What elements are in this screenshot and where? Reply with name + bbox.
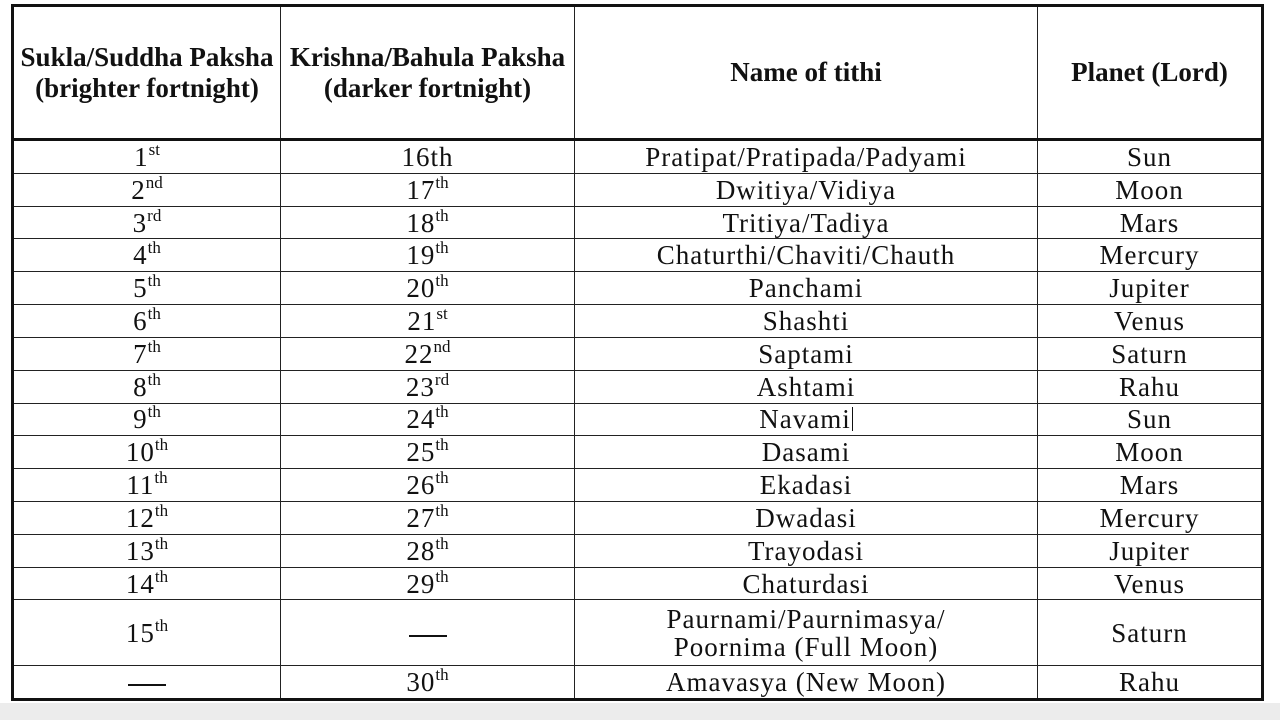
- tithi-name: Navami: [759, 404, 851, 435]
- krishna-suffix: th: [435, 435, 449, 455]
- planet-cell: Jupiter: [1038, 272, 1263, 305]
- table-row: [13, 469, 1263, 502]
- tithi-cell: [575, 272, 1038, 305]
- sukla-cell: [13, 534, 281, 567]
- table-row: [13, 272, 1263, 305]
- table-row-new-moon: [13, 666, 1263, 700]
- sukla-cell: [13, 567, 281, 600]
- krishna-suffix: st: [436, 304, 448, 323]
- sukla-number: 15: [125, 617, 155, 648]
- sukla-number: 11: [126, 470, 155, 501]
- krishna-cell: [281, 567, 575, 600]
- tithi-name: Shashti: [762, 306, 850, 336]
- krishna-cell: [281, 534, 575, 567]
- table-row: [13, 173, 1263, 206]
- sukla-cell: [13, 370, 281, 403]
- sukla-cell: [13, 600, 281, 666]
- sukla-suffix: th: [154, 533, 169, 553]
- tithi-cell: [575, 436, 1038, 469]
- krishna-number: 16th: [401, 141, 454, 172]
- tithi-cell: [575, 403, 1038, 436]
- krishna-cell: [281, 370, 575, 403]
- planet-cell: Rahu: [1038, 370, 1263, 403]
- krishna-number: 25: [406, 437, 436, 468]
- header-krishna-paksha: Krishna/Bahula Paksha (darker fortnight): [281, 6, 575, 140]
- krishna-number: 17: [406, 174, 436, 205]
- table-row: [13, 305, 1263, 338]
- sukla-cell: [13, 272, 281, 305]
- sukla-suffix: th: [147, 304, 161, 323]
- table-row: [13, 370, 1263, 403]
- krishna-cell: [281, 666, 575, 700]
- tithi-name: Dwadasi: [755, 502, 857, 533]
- header-sukla-paksha: Sukla/Suddha Paksha (brighter fortnight): [13, 6, 281, 140]
- krishna-suffix: th: [435, 205, 449, 225]
- krishna-suffix: th: [435, 566, 449, 586]
- tithi-name: Tritiya/Tadiya: [722, 207, 890, 238]
- krishna-number: 21: [407, 306, 437, 336]
- sukla-suffix: nd: [145, 172, 163, 192]
- krishna-suffix: th: [435, 402, 449, 422]
- tithi-cell: [575, 600, 1038, 666]
- sukla-number: 10: [125, 437, 155, 468]
- krishna-suffix: th: [435, 500, 449, 520]
- krishna-suffix: nd: [433, 336, 451, 356]
- sukla-number: 1: [134, 141, 149, 172]
- tithi-name: Panchami: [748, 273, 864, 304]
- header-planet-lord: Planet (Lord): [1038, 6, 1263, 140]
- krishna-cell: [281, 403, 575, 436]
- table-row: [13, 567, 1263, 600]
- krishna-cell: [281, 239, 575, 272]
- sukla-cell: [13, 403, 281, 436]
- empty-dash: [128, 684, 166, 686]
- sukla-number: 6: [133, 306, 148, 336]
- sukla-cell: [13, 206, 281, 239]
- planet-cell: Moon: [1038, 436, 1263, 469]
- sukla-number: 3: [132, 207, 148, 238]
- sukla-number: 12: [125, 502, 155, 533]
- planet-cell: Rahu: [1038, 666, 1263, 700]
- sukla-suffix: th: [154, 615, 169, 635]
- krishna-cell: [281, 173, 575, 206]
- tithi-name: Dwitiya/Vidiya: [715, 174, 897, 205]
- sukla-number: 2: [131, 174, 146, 205]
- krishna-number: 24: [406, 404, 436, 435]
- sukla-cell: [13, 666, 281, 700]
- krishna-cell: [281, 469, 575, 502]
- sukla-suffix: th: [154, 435, 169, 455]
- krishna-number: 20: [406, 273, 436, 304]
- krishna-number: 22: [404, 338, 434, 369]
- krishna-suffix: th: [435, 665, 449, 685]
- krishna-suffix: th: [435, 271, 449, 291]
- table-row: [13, 206, 1263, 239]
- tithi-cell: [575, 173, 1038, 206]
- krishna-number: 19: [406, 240, 436, 271]
- sukla-suffix: th: [147, 369, 161, 389]
- tithi-name: Trayodasi: [747, 535, 864, 566]
- krishna-cell: [281, 272, 575, 305]
- bottom-strip: [0, 703, 1280, 720]
- tithi-name: Saptami: [758, 338, 854, 369]
- krishna-suffix: rd: [434, 369, 450, 389]
- planet-cell: Jupiter: [1038, 534, 1263, 567]
- sukla-suffix: th: [147, 238, 161, 258]
- sukla-suffix: th: [154, 468, 168, 488]
- sukla-number: 8: [133, 371, 148, 402]
- sukla-cell: [13, 173, 281, 206]
- tithi-cell: [575, 140, 1038, 174]
- planet-cell: Mars: [1038, 206, 1263, 239]
- krishna-suffix: th: [435, 468, 449, 488]
- tithi-name: Ashtami: [756, 371, 856, 402]
- planet-cell: Sun: [1038, 403, 1263, 436]
- sukla-cell: [13, 337, 281, 370]
- sukla-suffix: th: [147, 402, 161, 422]
- sukla-suffix: th: [147, 336, 161, 356]
- tithi-name: Ekadasi: [759, 470, 853, 501]
- tithi-cell: [575, 370, 1038, 403]
- sukla-number: 4: [133, 240, 148, 271]
- sukla-number: 5: [133, 273, 148, 304]
- empty-dash: [409, 635, 447, 637]
- sukla-cell: [13, 501, 281, 534]
- planet-cell: Mercury: [1038, 239, 1263, 272]
- krishna-suffix: th: [435, 238, 449, 258]
- krishna-suffix: th: [435, 172, 449, 192]
- sukla-suffix: rd: [147, 205, 162, 225]
- tithi-cell: [575, 534, 1038, 567]
- tithi-name-line1: Paurnami/Paurnimasya/: [666, 603, 946, 634]
- krishna-number: 23: [405, 371, 435, 402]
- sukla-cell: [13, 305, 281, 338]
- text-cursor: [852, 407, 853, 431]
- table-row: [13, 140, 1263, 174]
- sukla-number: 9: [133, 404, 148, 435]
- sukla-number: 7: [133, 338, 148, 369]
- tithi-name: Chaturthi/Chaviti/Chauth: [656, 240, 956, 271]
- table-header-row: [13, 6, 1263, 140]
- sukla-cell: [13, 239, 281, 272]
- planet-cell: Sun: [1038, 140, 1263, 174]
- table-row: [13, 337, 1263, 370]
- krishna-cell: [281, 305, 575, 338]
- tithi-cell: [575, 206, 1038, 239]
- krishna-number: 30: [406, 667, 436, 698]
- table-row: [13, 403, 1263, 436]
- table-row: [13, 239, 1263, 272]
- planet-cell: Saturn: [1038, 600, 1263, 666]
- planet-cell: Mercury: [1038, 501, 1263, 534]
- tithi-cell: [575, 305, 1038, 338]
- sukla-suffix: st: [148, 139, 160, 159]
- table-row-full-moon: [13, 600, 1263, 666]
- tithi-name-line2: Poornima (Full Moon): [673, 631, 939, 662]
- sukla-suffix: th: [154, 500, 169, 520]
- sukla-cell: [13, 469, 281, 502]
- tithi-name: Chaturdasi: [742, 568, 870, 599]
- krishna-cell: [281, 501, 575, 534]
- krishna-number: 29: [406, 568, 436, 599]
- sukla-suffix: th: [154, 566, 169, 586]
- sukla-cell: [13, 140, 281, 174]
- tithi-table: [11, 4, 1264, 701]
- tithi-cell: Amavasya (New Moon): [575, 666, 1038, 700]
- header-tithi-name: Name of tithi: [575, 6, 1038, 140]
- krishna-cell: [281, 140, 575, 174]
- planet-cell: Venus: [1038, 567, 1263, 600]
- tithi-cell: [575, 337, 1038, 370]
- krishna-number: 26: [406, 470, 436, 501]
- tithi-name: Pratipat/Pratipada/Padyami: [645, 141, 967, 172]
- krishna-suffix: th: [435, 533, 449, 553]
- planet-cell: Moon: [1038, 173, 1263, 206]
- planet-cell: Saturn: [1038, 337, 1263, 370]
- sukla-number: 14: [125, 568, 155, 599]
- tithi-cell: [575, 567, 1038, 600]
- krishna-number: 18: [406, 207, 436, 238]
- table-row: [13, 501, 1263, 534]
- planet-cell: Mars: [1038, 469, 1263, 502]
- planet-cell: Venus: [1038, 305, 1263, 338]
- table-row: [13, 534, 1263, 567]
- krishna-cell: [281, 206, 575, 239]
- tithi-cell: [575, 501, 1038, 534]
- sukla-suffix: th: [147, 271, 161, 291]
- tithi-cell: [575, 469, 1038, 502]
- table-row: [13, 436, 1263, 469]
- krishna-number: 28: [406, 535, 436, 566]
- krishna-cell: [281, 600, 575, 666]
- krishna-cell: [281, 436, 575, 469]
- krishna-cell: [281, 337, 575, 370]
- krishna-number: 27: [406, 502, 436, 533]
- tithi-cell: [575, 239, 1038, 272]
- sukla-number: 13: [125, 535, 155, 566]
- tithi-name: Dasami: [761, 437, 851, 468]
- sukla-cell: [13, 436, 281, 469]
